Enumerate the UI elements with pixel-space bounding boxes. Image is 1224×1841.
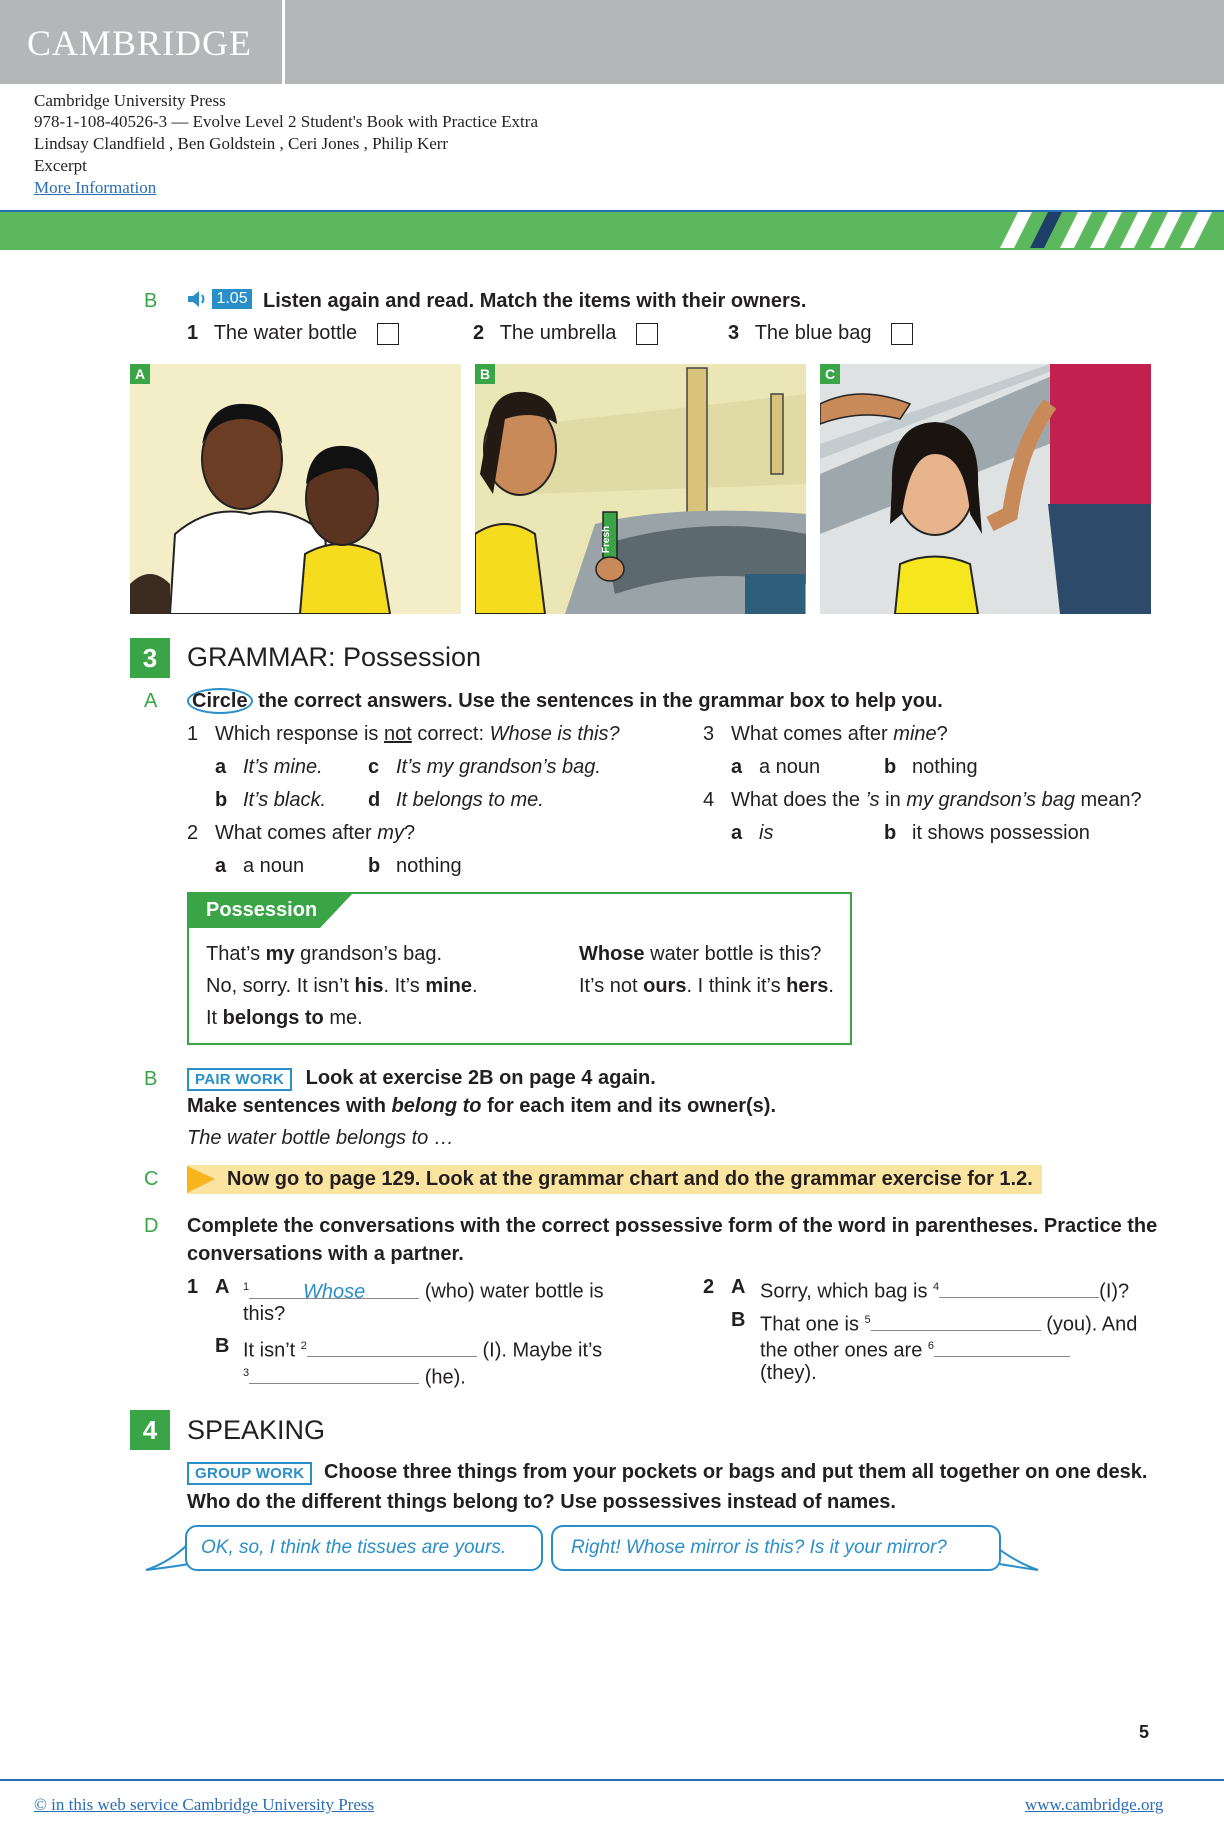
grammar-example <box>579 942 821 966</box>
blank-number: 5 <box>864 1314 871 1326</box>
circle-word: Circle <box>187 688 253 714</box>
question-number: 2 <box>187 822 199 844</box>
section-number: 4 <box>130 1410 170 1450</box>
instruction-italic: belong to <box>391 1095 482 1117</box>
option-letter: b <box>884 822 897 844</box>
example-text: grandson’s bag. <box>294 943 443 965</box>
item-number: 1 <box>187 322 199 344</box>
example-bold: his <box>354 975 384 997</box>
option[interactable] <box>215 854 304 878</box>
question-italic: ’s <box>865 789 880 811</box>
example-text: No, sorry. It isn’t <box>206 975 355 997</box>
question-text: Which response is <box>215 723 384 745</box>
answer-blank[interactable] <box>249 1365 419 1384</box>
item-label: The water bottle <box>213 322 358 344</box>
blank-number: 4 <box>933 1281 940 1293</box>
instruction-text: for each item and its owner(s). <box>481 1095 777 1117</box>
example-text: . It’s <box>383 975 426 997</box>
option[interactable] <box>368 788 544 812</box>
speaking-instruction: Who do the different things belong to? Use possessives instead of names. <box>187 1491 896 1513</box>
conversation-line: this? <box>243 1303 286 1325</box>
instruction-text: Choose three things from your pockets or bags and put them all together on one desk. <box>323 1461 1148 1483</box>
exercise-3b-line2 <box>187 1094 776 1118</box>
grammar-box <box>187 892 852 1045</box>
exercise-letter-d: D <box>144 1215 159 1237</box>
conversation-text: (who) water bottle is <box>424 1280 604 1303</box>
option-text: is <box>759 822 774 844</box>
grammar-example <box>206 974 478 998</box>
speech-bubble-text: OK, so, I think the tissues are yours. <box>201 1537 507 1558</box>
question-number: 4 <box>703 789 715 811</box>
example-bold: mine <box>425 975 473 997</box>
speaker-b: B <box>215 1335 230 1357</box>
exercise-letter-a: A <box>144 690 158 712</box>
exercise-d-instruction: conversations with a partner. <box>187 1243 464 1265</box>
option-text: It’s black. <box>243 789 326 811</box>
pair-work-tag: PAIR WORK <box>187 1068 292 1091</box>
option[interactable] <box>884 755 978 779</box>
grammar-example <box>206 942 442 966</box>
option-letter: b <box>368 855 381 877</box>
option-text: a noun <box>243 855 305 877</box>
question-text: correct: <box>411 723 490 745</box>
conversation-text: (you). And <box>1046 1313 1138 1336</box>
option-text: nothing <box>396 855 462 877</box>
example-text: It’s not <box>579 975 644 997</box>
answer-blank[interactable] <box>307 1338 477 1357</box>
instruction-text: Make sentences with <box>187 1095 392 1117</box>
blank-number: 1 <box>243 1281 250 1293</box>
conversation-line <box>243 1334 602 1363</box>
question-italic: Whose is this? <box>489 723 620 745</box>
question-underline: not <box>383 723 412 745</box>
match-item <box>473 321 658 345</box>
conversation-text: the other ones are <box>760 1339 928 1362</box>
speaker-b: B <box>731 1309 746 1331</box>
grammar-box-title-bar <box>189 894 352 928</box>
grammar-box-title: Possession <box>206 899 318 921</box>
question-2 <box>187 821 415 845</box>
example-bold: Whose <box>579 943 645 965</box>
conversation-line <box>243 1275 604 1304</box>
question-italic: my grandson’s bag <box>906 789 1075 811</box>
example-text: That’s <box>206 943 266 965</box>
question-text: What does the <box>731 789 866 811</box>
option-text: It belongs to me. <box>396 789 544 811</box>
example-bold: belongs to <box>222 1007 324 1029</box>
option-text: nothing <box>912 756 978 778</box>
question-text: ? <box>936 723 948 745</box>
conversation-text: Sorry, which bag is <box>760 1280 934 1303</box>
speaker-icon <box>186 289 208 309</box>
answer-blank[interactable] <box>249 1280 419 1303</box>
answer-blank[interactable] <box>934 1338 1070 1357</box>
section-title: SPEAKING <box>187 1415 326 1445</box>
exercise-d-instruction: Complete the conversations with the correct possessive form of the word in parentheses. Practice the <box>187 1215 1158 1237</box>
illustration-c <box>820 364 1151 614</box>
option-letter: a <box>731 822 743 844</box>
option-letter: d <box>368 789 381 811</box>
question-italic: mine <box>893 723 937 745</box>
grammar-reference-bar[interactable] <box>187 1165 1042 1194</box>
isbn-title: 978-1-108-40526-3 — Evolve Level 2 Student's Book with Practice Extra <box>34 112 538 131</box>
arrow-icon <box>187 1165 217 1194</box>
copyright-link[interactable]: © in this web service Cambridge University Press <box>34 1795 375 1814</box>
question-3 <box>703 722 948 746</box>
publisher: Cambridge University Press <box>34 91 226 110</box>
audio-button[interactable] <box>186 289 252 309</box>
conversation-number: 2 <box>703 1276 715 1298</box>
blank-number: 3 <box>243 1367 250 1379</box>
conversation-text: It isn’t <box>243 1339 301 1362</box>
match-item <box>187 321 399 345</box>
bottle-label: Fresh <box>601 525 613 554</box>
more-information-link[interactable]: More Information <box>34 178 157 197</box>
blank-number: 6 <box>927 1340 935 1352</box>
audio-track-number: 1.05 <box>212 289 251 309</box>
illustration-a <box>130 364 461 614</box>
option-text: it shows possession <box>912 822 1090 844</box>
example-text: me. <box>323 1007 363 1029</box>
exercise-b-instruction: Listen again and read. Match the items with their owners. <box>263 290 807 312</box>
band-stripes <box>970 212 1224 248</box>
option-letter: b <box>215 789 228 811</box>
section-title: GRAMMAR: Possession <box>187 642 482 672</box>
option[interactable] <box>731 755 820 779</box>
example-text: . I think it’s <box>686 975 787 997</box>
answer-checkbox[interactable] <box>636 323 658 345</box>
example-bold: my <box>265 943 295 965</box>
speaker-a: A <box>731 1276 746 1298</box>
group-work-tag: GROUP WORK <box>187 1462 312 1485</box>
example-text: . <box>472 975 478 997</box>
excerpt-label: Excerpt <box>34 156 87 175</box>
option[interactable] <box>368 755 601 779</box>
footer-rule <box>0 1779 1224 1781</box>
conversation-line <box>760 1334 1070 1363</box>
option-letter: a <box>215 756 227 778</box>
grammar-example <box>206 1006 363 1030</box>
option[interactable] <box>215 755 323 779</box>
example-sentence: The water bottle belongs to … <box>187 1127 454 1149</box>
conversation-text: (I)? <box>1099 1280 1130 1303</box>
conversation-line: (they). <box>760 1362 817 1384</box>
exercise-letter-b: B <box>144 290 158 312</box>
exercise-letter-b: B <box>144 1068 158 1090</box>
question-number: 3 <box>703 723 715 745</box>
man-and-boy-illustration <box>130 364 461 614</box>
question-4 <box>703 788 1142 812</box>
speaker-a: A <box>215 1276 230 1298</box>
question-text: What comes after <box>731 723 894 745</box>
example-bold: hers <box>786 975 829 997</box>
authors: Lindsay Clandfield , Ben Goldstein , Ceri Jones , Philip Kerr <box>34 134 449 153</box>
match-item <box>728 321 913 345</box>
answer-blank[interactable] <box>871 1312 1041 1331</box>
section-number: 3 <box>130 638 170 678</box>
conversation-number: 1 <box>187 1276 199 1298</box>
exercise-3b-line1 <box>187 1066 656 1091</box>
example-text: It <box>206 1007 223 1029</box>
speaking-instruction <box>187 1460 1147 1485</box>
option-letter: b <box>884 756 897 778</box>
option-letter: a <box>215 855 227 877</box>
answer-checkbox[interactable] <box>891 323 913 345</box>
conversation-text: (I). Maybe it’s <box>482 1339 603 1362</box>
picture-label: C <box>820 364 840 384</box>
conversation-line <box>760 1275 1129 1304</box>
speech-bubble <box>185 1525 543 1571</box>
question-text: in <box>879 789 907 811</box>
item-number: 3 <box>728 322 740 344</box>
item-label: The blue bag <box>754 322 872 344</box>
option-text: It’s my grandson’s bag. <box>396 756 601 778</box>
option[interactable] <box>731 821 773 845</box>
option-letter: a <box>731 756 743 778</box>
speech-bubble <box>551 1525 1001 1571</box>
option-letter: c <box>368 756 380 778</box>
option-text: It’s mine. <box>243 756 323 778</box>
item-number: 2 <box>473 322 485 344</box>
grammar-reference-text: Now go to page 129. Look at the grammar chart and do the grammar exercise for 1.2. <box>227 1168 1033 1190</box>
exercise-a-instruction <box>187 689 943 713</box>
picture-label: A <box>130 364 150 384</box>
example-text: water bottle is this? <box>644 943 822 965</box>
grammar-example <box>579 974 834 998</box>
question-text: What comes after <box>215 822 378 844</box>
option[interactable] <box>215 788 326 812</box>
instruction-text: the correct answers. Use the sentences in the grammar box to help you. <box>252 690 943 712</box>
answer-checkbox[interactable] <box>377 323 399 345</box>
header-divider <box>282 0 285 84</box>
conversation-text: (he). <box>424 1366 466 1389</box>
instruction-text: Look at exercise 2B on page 4 again. <box>305 1067 656 1089</box>
page-number: 5 <box>1139 1722 1150 1742</box>
example-text: . <box>828 975 834 997</box>
girl-with-bottle-illustration <box>475 364 806 614</box>
cambridge-website-link[interactable]: www.cambridge.org <box>1025 1795 1164 1814</box>
cambridge-logo: CAMBRIDGE <box>27 23 253 63</box>
question-text: mean? <box>1074 789 1142 811</box>
conversation-line <box>760 1308 1137 1337</box>
question-italic: my <box>377 822 404 844</box>
conversation-line <box>243 1361 466 1390</box>
blank-number: 2 <box>300 1340 307 1352</box>
option[interactable] <box>884 821 1090 845</box>
example-bold: ours <box>643 975 687 997</box>
option[interactable] <box>368 854 462 878</box>
question-number: 1 <box>187 723 199 745</box>
option-text: a noun <box>759 756 821 778</box>
illustration-b <box>475 364 806 614</box>
question-text: ? <box>403 822 416 844</box>
picture-label: B <box>475 364 495 384</box>
conversation-text: That one is <box>760 1313 865 1336</box>
item-label: The umbrella <box>499 322 617 344</box>
exercise-letter-c: C <box>144 1168 159 1190</box>
speech-bubble-text: Right! Whose mirror is this? Is it your mirror? <box>571 1537 947 1558</box>
question-1 <box>187 722 620 746</box>
answer-blank[interactable] <box>939 1279 1099 1298</box>
example-answer: Whose <box>303 1280 366 1303</box>
girl-and-adult-illustration <box>820 364 1151 614</box>
